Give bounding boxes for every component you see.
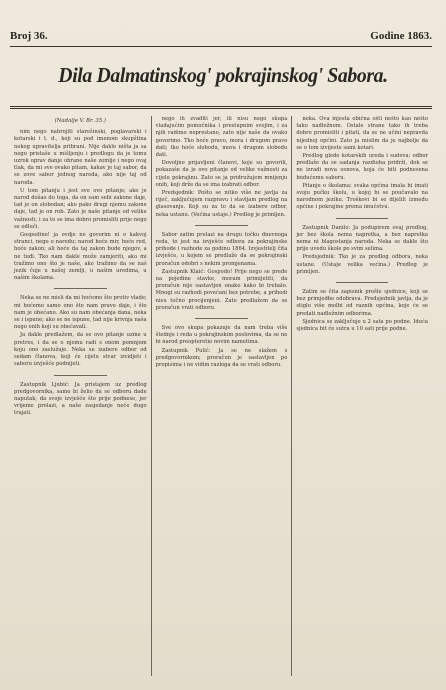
section-divider (54, 375, 107, 376)
paragraph: Sjednica se zaključuje u 2 sata po podne. Iduća sjednica bit će sutra u 10 sati prije podne. (296, 318, 428, 333)
section-divider (336, 282, 389, 283)
masthead-bar (10, 30, 432, 42)
paragraph: U tom pitanju i jest sve ovo pitanje; ako je narod došao do toga, da on sam sebi zakone daje, tad je on slobodan; ako pako drugi njemu zakone daje, tad je on rob. Zato je naše pitanje od velike važnosti, i za to se ima dobro promisliti prije nego se odluči. (14, 187, 147, 230)
paragraph: Zatim se čita zapisnik prošle sjednice, koji se bez primjedbe odobrava. Predsjednik javlja, da je stiglo više molbi od raznih općina, koje će se predati nadležnim odborima. (296, 289, 428, 317)
paragraph: Zastupnik Pulić: Ja se ne slažem s predgovornikom; proračun je sastavljen po propisima i ne vidim razloga da se vrati odboru. (155, 347, 288, 369)
paragraph: nim nego nabrojiti starešinski, poglavarski i kotarski i t. d., koji su pod imenom skupština nekog upravitelja pribrani. Nije dakle ništa ja sa nego pristaše u mišljenju i predlogu da je tomu uzrok oprav danje obrane naše zemlje i nego ovaj tlak, da mi sve ovako pitam, kakav je taj sabor, da se zove sabor jednog naroda, ako nije taj od naroda. (14, 129, 147, 186)
top-rule (10, 46, 432, 47)
column-1 (10, 116, 151, 676)
paragraph: Ja dakle predlažem, da se ovo pitanje uzme u pretres, i da se o njemu radi s onom pomnjom koju ono zaslužuje. Neka se izabere odbor od sedam članova, koji će cijelu stvar izvidjeti i saboru izvješće podnijeti. (14, 332, 147, 368)
paragraph: Zastupnik Ljubić: Ja pristajem uz predlog predgovornika, samo bi želio da se odboru dade naputak, da svoje izvješće što prije podnese, jer vrijeme prolazi, a naše zasjedanje neće dugo trajati. (14, 381, 147, 417)
paragraph: Predlog glede kotarskih ureda i sudova: odbor predlaže da se sadanja razdioba pridrži, dok se ne izradi nova osnova, koja će biti podnesena budućemu saboru. (296, 153, 428, 181)
article-columns (10, 116, 432, 676)
paragraph: Neka se ne misli da mi hoćemo što protiv vlade; mi hoćemo samo ono što nam pravo daje, i što nam je obećano. Ako su nam obećanja dana, neka se i ispune; ako se ne ispune, tad nije krivnja naša nego onih koji su obećavali. (14, 295, 147, 331)
paragraph: Zastupnik Klaić: Gospodo! Prije nego se pređe na pojedine stavke, moram primijetiti, da proračun nije sastavljen onako kako bi trebalo. Mnogi su razhodi povećani bez potrebe, a prihodi nisu točno procijenjeni. Zato predlažem da se proračun vrati odboru. (155, 268, 288, 311)
column-3 (291, 116, 432, 676)
paragraph: Sabor zatim prelazi na drugu točku dnevnoga reda, to jest na izvješće odbora za pokrajinske prihode i razhode za godinu 1864. Izvjestitelj čita izvješće, u kojem se predlaže da se pokrajinski proračun odobri s nekim promjenama. (155, 231, 288, 267)
session-note: (Nadalje V. Br. 35.) (54, 118, 107, 124)
paragraph: Sve ovo skupa pokazuje da nam treba više štednje i reda u pokrajinskim poslovima, da se ne bi narod preopteretio novim nametima. (155, 325, 288, 346)
paragraph: Zastupnik Danilo: Ja podupirem ovaj predlog, jer bez škola nema napretka, a bez napretka nema ni blagostanja naroda. Neka se dakle što prije uvedu škole po svim selima. (296, 224, 428, 253)
section-divider (336, 218, 389, 219)
paragraph: Predsjednik: Pošto se nitko više ne javlja za riječ, zaključujem razpravu i stavljam predlog na glasovanje. Koji su za to da se izabere odbor, neka ustanu. (Većina ustaje.) Predlog je primljen. (155, 190, 288, 218)
paragraph: Gospodine! ja ovdje ne govorim ni o kakvoj stranci, nego o narodu; narod hoće mir, hoće red, hoće zakon; ali hoće da taj zakon bude njegov, a ne tuđi. Tko nam dakle može zamjeriti, ako mi tražimo ono što je naše, ako tražimo da se naš jezik čuje u našoj zemlji, u našim uredima, u našim školama. (14, 232, 147, 282)
section-divider (195, 225, 248, 226)
paragraph: Predsjednik: Tko je za predlog odbora, neka ustane. (Ustaje velika većina.) Predlog je primljen. (296, 254, 428, 275)
title-double-rule (10, 106, 432, 109)
section-divider (195, 318, 248, 319)
year-label: Godine 1863. (370, 30, 432, 42)
section-divider (54, 288, 107, 289)
column-2 (151, 116, 292, 676)
paragraph: nego ih zvaditi jer, ili nisu nego skupa vladajućim pomoćnika i prestupnim svojim, i za njih radimo neprestano, zato nije naše da ovako govorimo. Tko hoće pravo, mora i drugom pravo dati; tko hoće slobodu, mora i drugom slobodu dati. (155, 116, 288, 159)
newspaper-title: Dila Dalmatinskog' pokrajinskog' Sabora. (58, 63, 388, 87)
issue-number: Broj 36. (10, 30, 48, 42)
paragraph: Dovoljno prijavljeni članovi, koje su govorili, pokazaše da je ovo pitanje od velike važnosti za cijelu pokrajinu. Zato se ja pridružujem mnijenju onih, koji drže da se ima izabrati odbor. (155, 160, 288, 188)
paragraph: neka. Ova mjesta obična ošti nešto kao nešto tako nadležnom. Ostale strane tako ih treba dobro promisliti i pitati, da se ne učini nepravda nijednoj općini. Zato ja mislim da je najbolje da se o tom izvijeste sami kotari. (296, 116, 428, 151)
paragraph: Pitanje o školama: svaka općina imala bi imati svoju pučku školu, u kojoj bi se poučavalo na narodnom jeziku. Troškovi bi se dijelili između općine i pokrajine prema imućstvu. (296, 182, 428, 211)
